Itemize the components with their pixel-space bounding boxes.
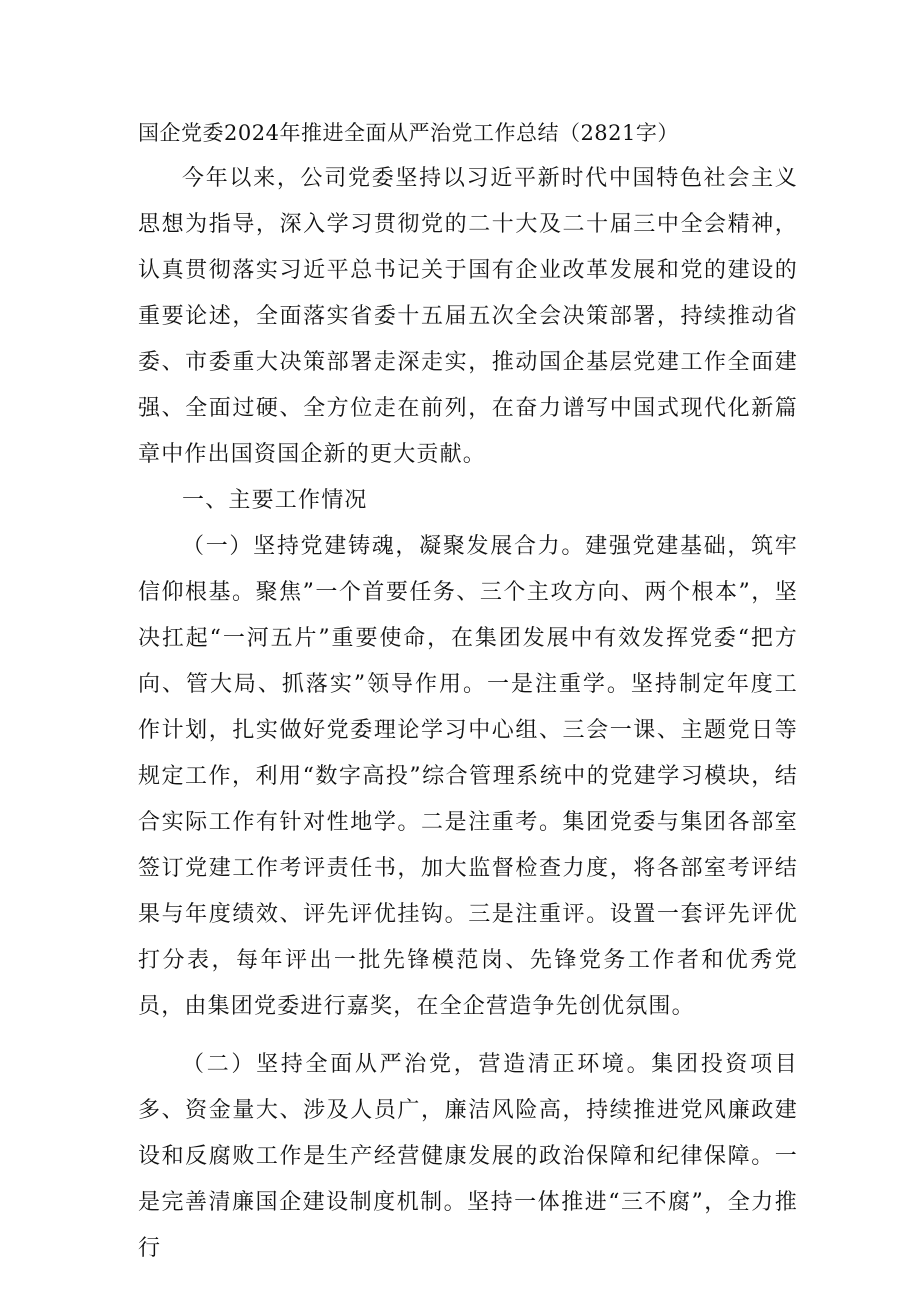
document-body (138, 110, 798, 1272)
paragraph-two: （二）坚持全面从严治党，营造清正环境。集团投资项目多、资金量大、涉及人员广，廉洁风险高，持续推进党风廉政建设和反腐败工作是生产经营健康发展的政治保障和纪律保障。一是完善清廉国企建设制度机制。坚持一体推进“三不腐”，全力推行 (138, 1052, 798, 1261)
paragraph-one: （一）坚持党建铸魂，凝聚发展合力。建强党建基础，筑牢信仰根基。聚焦”一个首要任务、三个主攻方向、两个根本”，坚决扛起“一河五片”重要使命，在集团发展中有效发挥党委“把方向、管大局、抓落实”领导作用。一是注重学。坚持制定年度工作计划，扎实做好党委理论学习中心组、三会一课、主题党日等规定工作，利用“数字高投”综合管理系统中的党建学习模块，结合实际工作有针对性地学。二是注重考。集团党委与集团各部室签订党建工作考评责任书，加大监督检查力度，将各部室考评结果与年度绩效、评先评优挂钩。三是注重评。设置一套评先评优打分表，每年评出一批先锋模范岗、先锋党务工作者和优秀党员，由集团党委进行嘉奖，在全企营造争先创优氛围。 (138, 534, 798, 1019)
intro-paragraph: 今年以来，公司党委坚持以习近平新时代中国特色社会主义思想为指导，深入学习贯彻党的二十大及二十届三中全会精神，认真贯彻落实习近平总书记关于国有企业改革发展和党的建设的重要论述，全面落实省委十五届五次全会决策部署，持续推动省委、市委重大决策部署走深走实，推动国企基层党建工作全面建强、全面过硬、全方位走在前列，在奋力谱写中国式现代化新篇章中作出国资国企新的更大贡献。 (138, 166, 798, 467)
section-heading: 一、主要工作情况 (182, 488, 368, 513)
document-title: 国企党委2024年推进全面从严治党工作总结（2821字） (138, 121, 679, 145)
paragraph-spacer (138, 1030, 798, 1042)
